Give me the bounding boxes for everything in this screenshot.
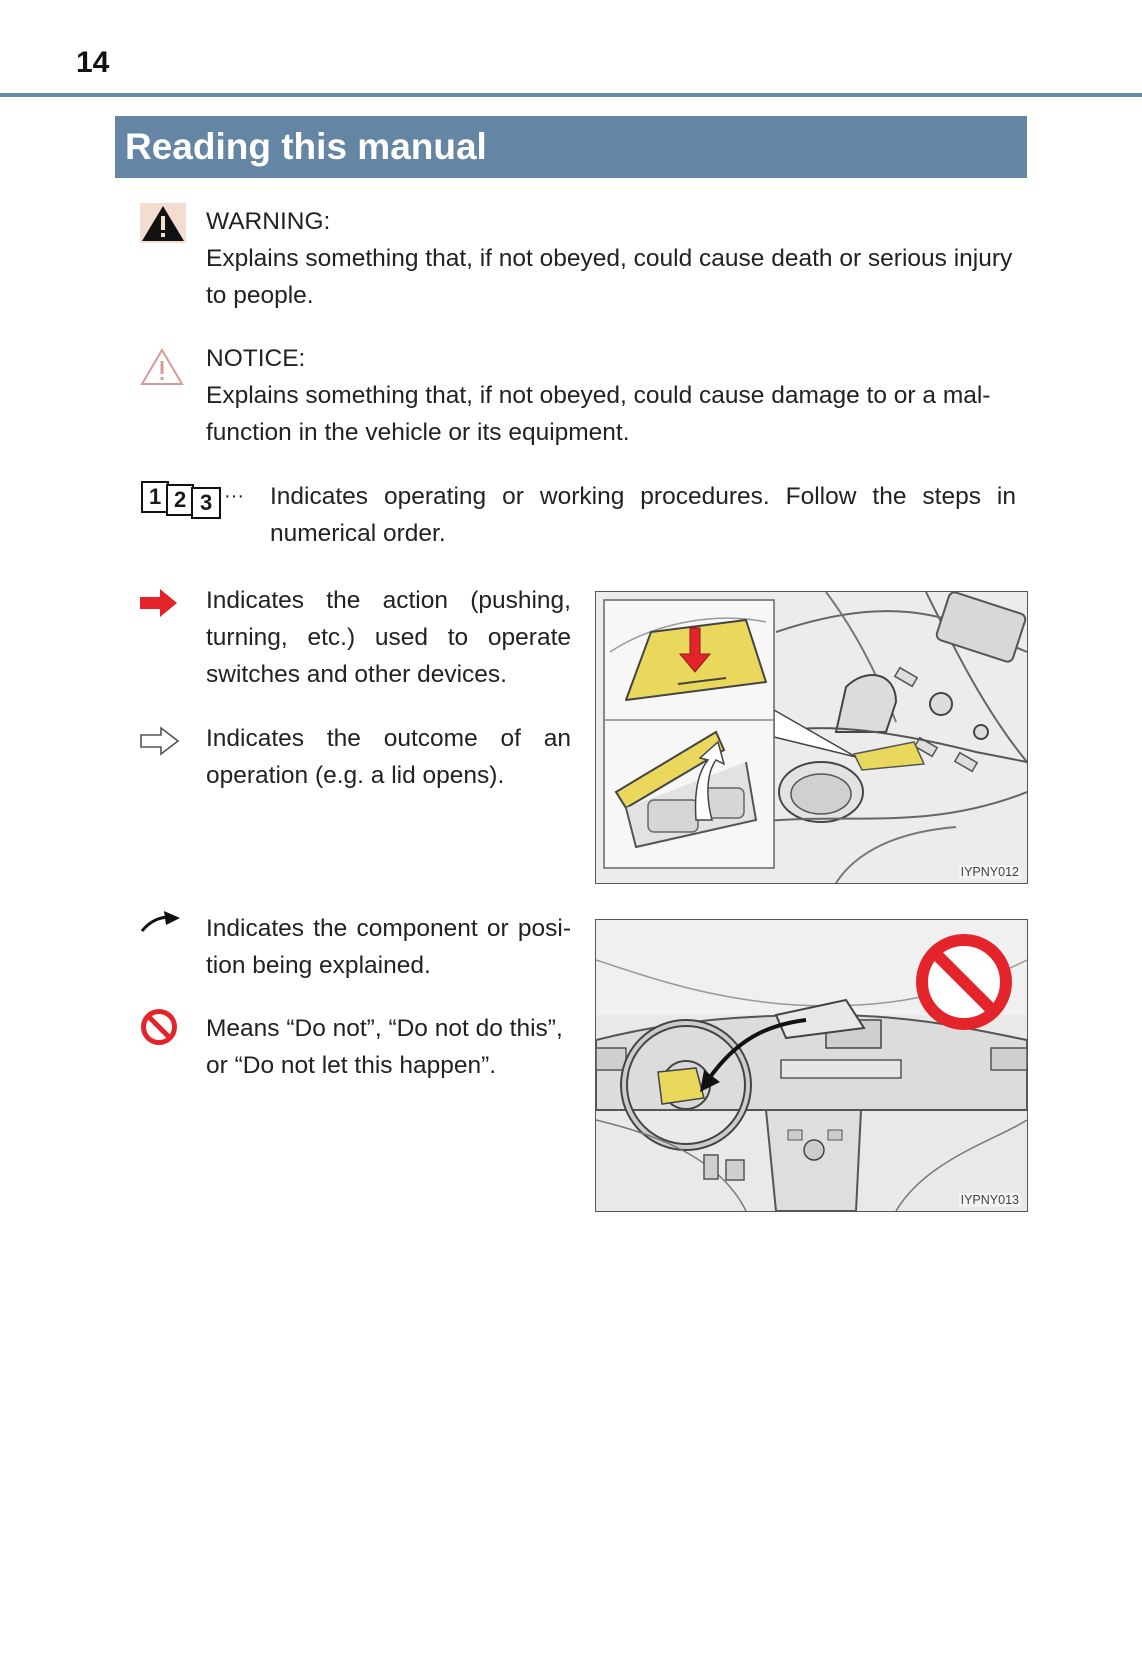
- step-dots: ···: [224, 485, 244, 507]
- steps-text: Indicates operating or working procedures. Follow the steps in numerical order.: [270, 483, 1016, 547]
- prohibit-line-1: Means “Do not”, “Do not do this”,: [206, 1015, 563, 1042]
- red-action-arrow-icon: [140, 589, 178, 622]
- top-rule: [0, 93, 1142, 97]
- step-numbers-icon: [141, 481, 223, 519]
- figure-code-1: IYPNY012: [960, 865, 1019, 879]
- component-line-2: tion being explained.: [206, 952, 431, 979]
- step-digit-3: 3: [200, 490, 213, 515]
- dashboard-figure: [595, 919, 1028, 1212]
- component-pointer-arrow-icon: [140, 911, 182, 940]
- figure-code-2: IYPNY013: [960, 1193, 1019, 1207]
- page-title: Reading this manual: [125, 126, 487, 167]
- outline-outcome-arrow-icon: [140, 726, 180, 761]
- console-lid-figure: [595, 591, 1028, 884]
- prohibit-line-2: or “Do not let this happen”.: [206, 1052, 497, 1079]
- component-line-1: Indicates the component or posi-: [206, 915, 571, 942]
- action-line-2: turning, etc.) used to operate: [206, 624, 571, 651]
- section-title-bar: [115, 116, 1027, 178]
- page-number: 14: [76, 46, 110, 79]
- notice-text: Explains something that, if not obeyed, could cause damage to or a mal-function in the vehicle or its equipment.: [206, 382, 991, 446]
- outcome-line-1: Indicates the outcome of an: [206, 725, 571, 752]
- warning-text: Explains something that, if not obeyed, could cause death or serious injury to people.: [206, 245, 1013, 309]
- notice-title: NOTICE:: [206, 345, 306, 372]
- prohibition-icon: [140, 1008, 178, 1051]
- warning-triangle-icon: [140, 203, 186, 248]
- step-digit-1: 1: [149, 484, 162, 509]
- action-line-1: Indicates the action (pushing,: [206, 587, 571, 614]
- notice-triangle-icon: [140, 347, 184, 392]
- action-line-3: switches and other devices.: [206, 661, 507, 688]
- warning-title: WARNING:: [206, 208, 331, 235]
- outcome-line-2: operation (e.g. a lid opens).: [206, 762, 505, 789]
- step-digit-2: 2: [174, 487, 187, 512]
